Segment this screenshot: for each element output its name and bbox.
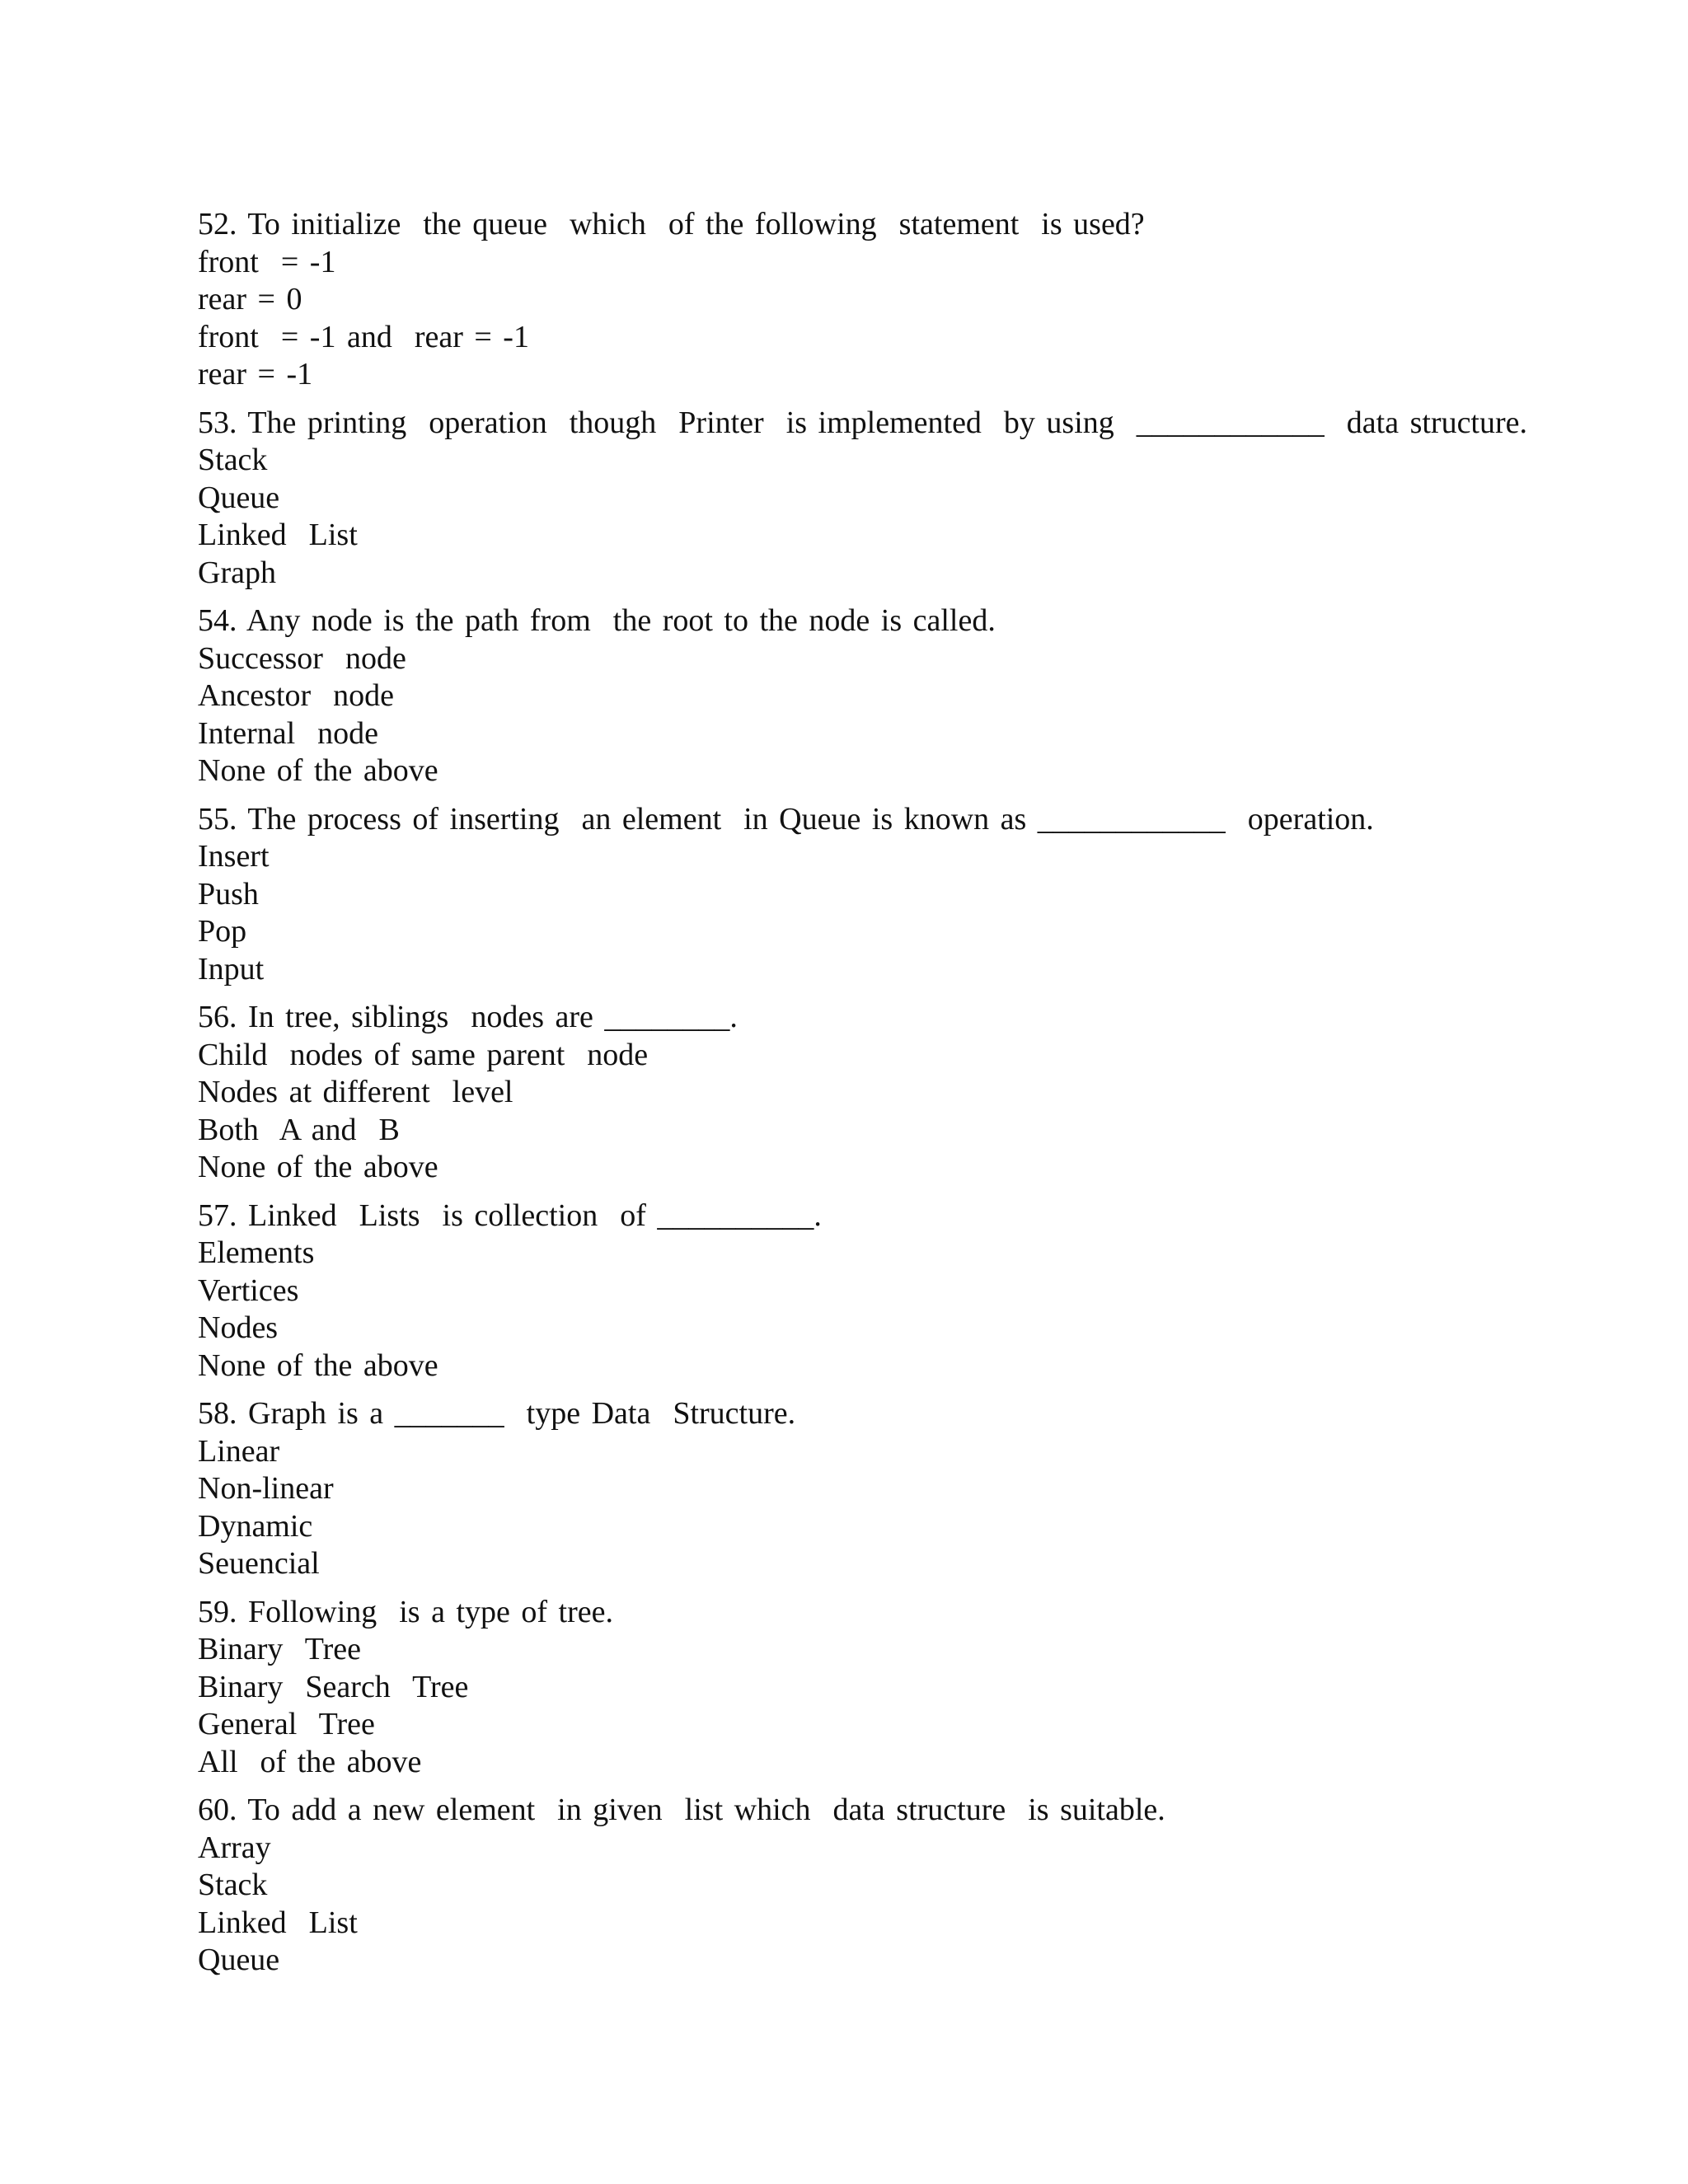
option: General Tree	[198, 1707, 375, 1741]
option: Child nodes of same parent node	[198, 1037, 649, 1072]
option: Stack	[198, 1868, 268, 1902]
option: None of the above	[198, 1347, 438, 1383]
question-54	[198, 602, 1533, 790]
option: Pop	[198, 914, 247, 949]
question-57	[198, 1197, 1533, 1385]
document-page	[198, 206, 1533, 1990]
option: Input	[198, 951, 265, 987]
option: None of the above	[198, 1150, 438, 1184]
option: Binary Search Tree	[198, 1669, 469, 1704]
option: Linear	[198, 1433, 280, 1469]
option: Push	[198, 876, 259, 912]
question-text: 59. Following is a type of tree.	[198, 1594, 613, 1629]
option: Linked List	[198, 518, 358, 552]
question-text: 53. The printing operation though Printer is implemented by using ____________ data structure.	[198, 405, 1528, 440]
question-text: 55. The process of inserting an element in Queue is known as ____________ operation.	[198, 801, 1374, 837]
question-52	[198, 206, 1533, 394]
option: Graph	[198, 555, 276, 590]
option: All of the above	[198, 1744, 422, 1779]
option: Binary Tree	[198, 1632, 361, 1666]
question-59	[198, 1594, 1533, 1782]
option: front = -1	[198, 244, 336, 279]
option: None of the above	[198, 753, 438, 788]
option: Nodes	[198, 1310, 279, 1345]
question-text: 52. To initialize the queue which of the following statement is used?	[198, 207, 1145, 241]
option: Elements	[198, 1235, 315, 1270]
option: Linked List	[198, 1905, 358, 1940]
option: front = -1 and rear = -1	[198, 319, 529, 354]
option: rear = -1	[198, 357, 313, 391]
option: Nodes at different level	[198, 1075, 513, 1109]
option: Array	[198, 1830, 271, 1865]
option: Both A and B	[198, 1112, 400, 1147]
option: Stack	[198, 443, 268, 477]
option: Seuencial	[198, 1546, 320, 1581]
question-text: 56. In tree, siblings nodes are ________.	[198, 1000, 738, 1034]
question-text: 54. Any node is the path from the root to the node is called.	[198, 603, 996, 638]
option: Queue	[198, 1943, 280, 1977]
question-text: 58. Graph is a _______ type Data Structure.	[198, 1396, 796, 1431]
question-53	[198, 405, 1533, 593]
option: Vertices	[198, 1272, 299, 1308]
question-60	[198, 1792, 1533, 1980]
question-text: 57. Linked Lists is collection of __________.	[198, 1197, 822, 1233]
question-text: 60. To add a new element in given list which data structure is suitable.	[198, 1793, 1165, 1827]
option: rear = 0	[198, 282, 302, 316]
option: Successor node	[198, 640, 406, 676]
option: Non-linear	[198, 1471, 334, 1506]
option: Queue	[198, 480, 280, 515]
option: Insert	[198, 839, 270, 874]
question-56	[198, 999, 1533, 1187]
question-58	[198, 1395, 1533, 1583]
option: Dynamic	[198, 1508, 313, 1544]
question-55	[198, 801, 1533, 989]
option: Ancestor node	[198, 678, 395, 713]
option: Internal node	[198, 715, 379, 751]
